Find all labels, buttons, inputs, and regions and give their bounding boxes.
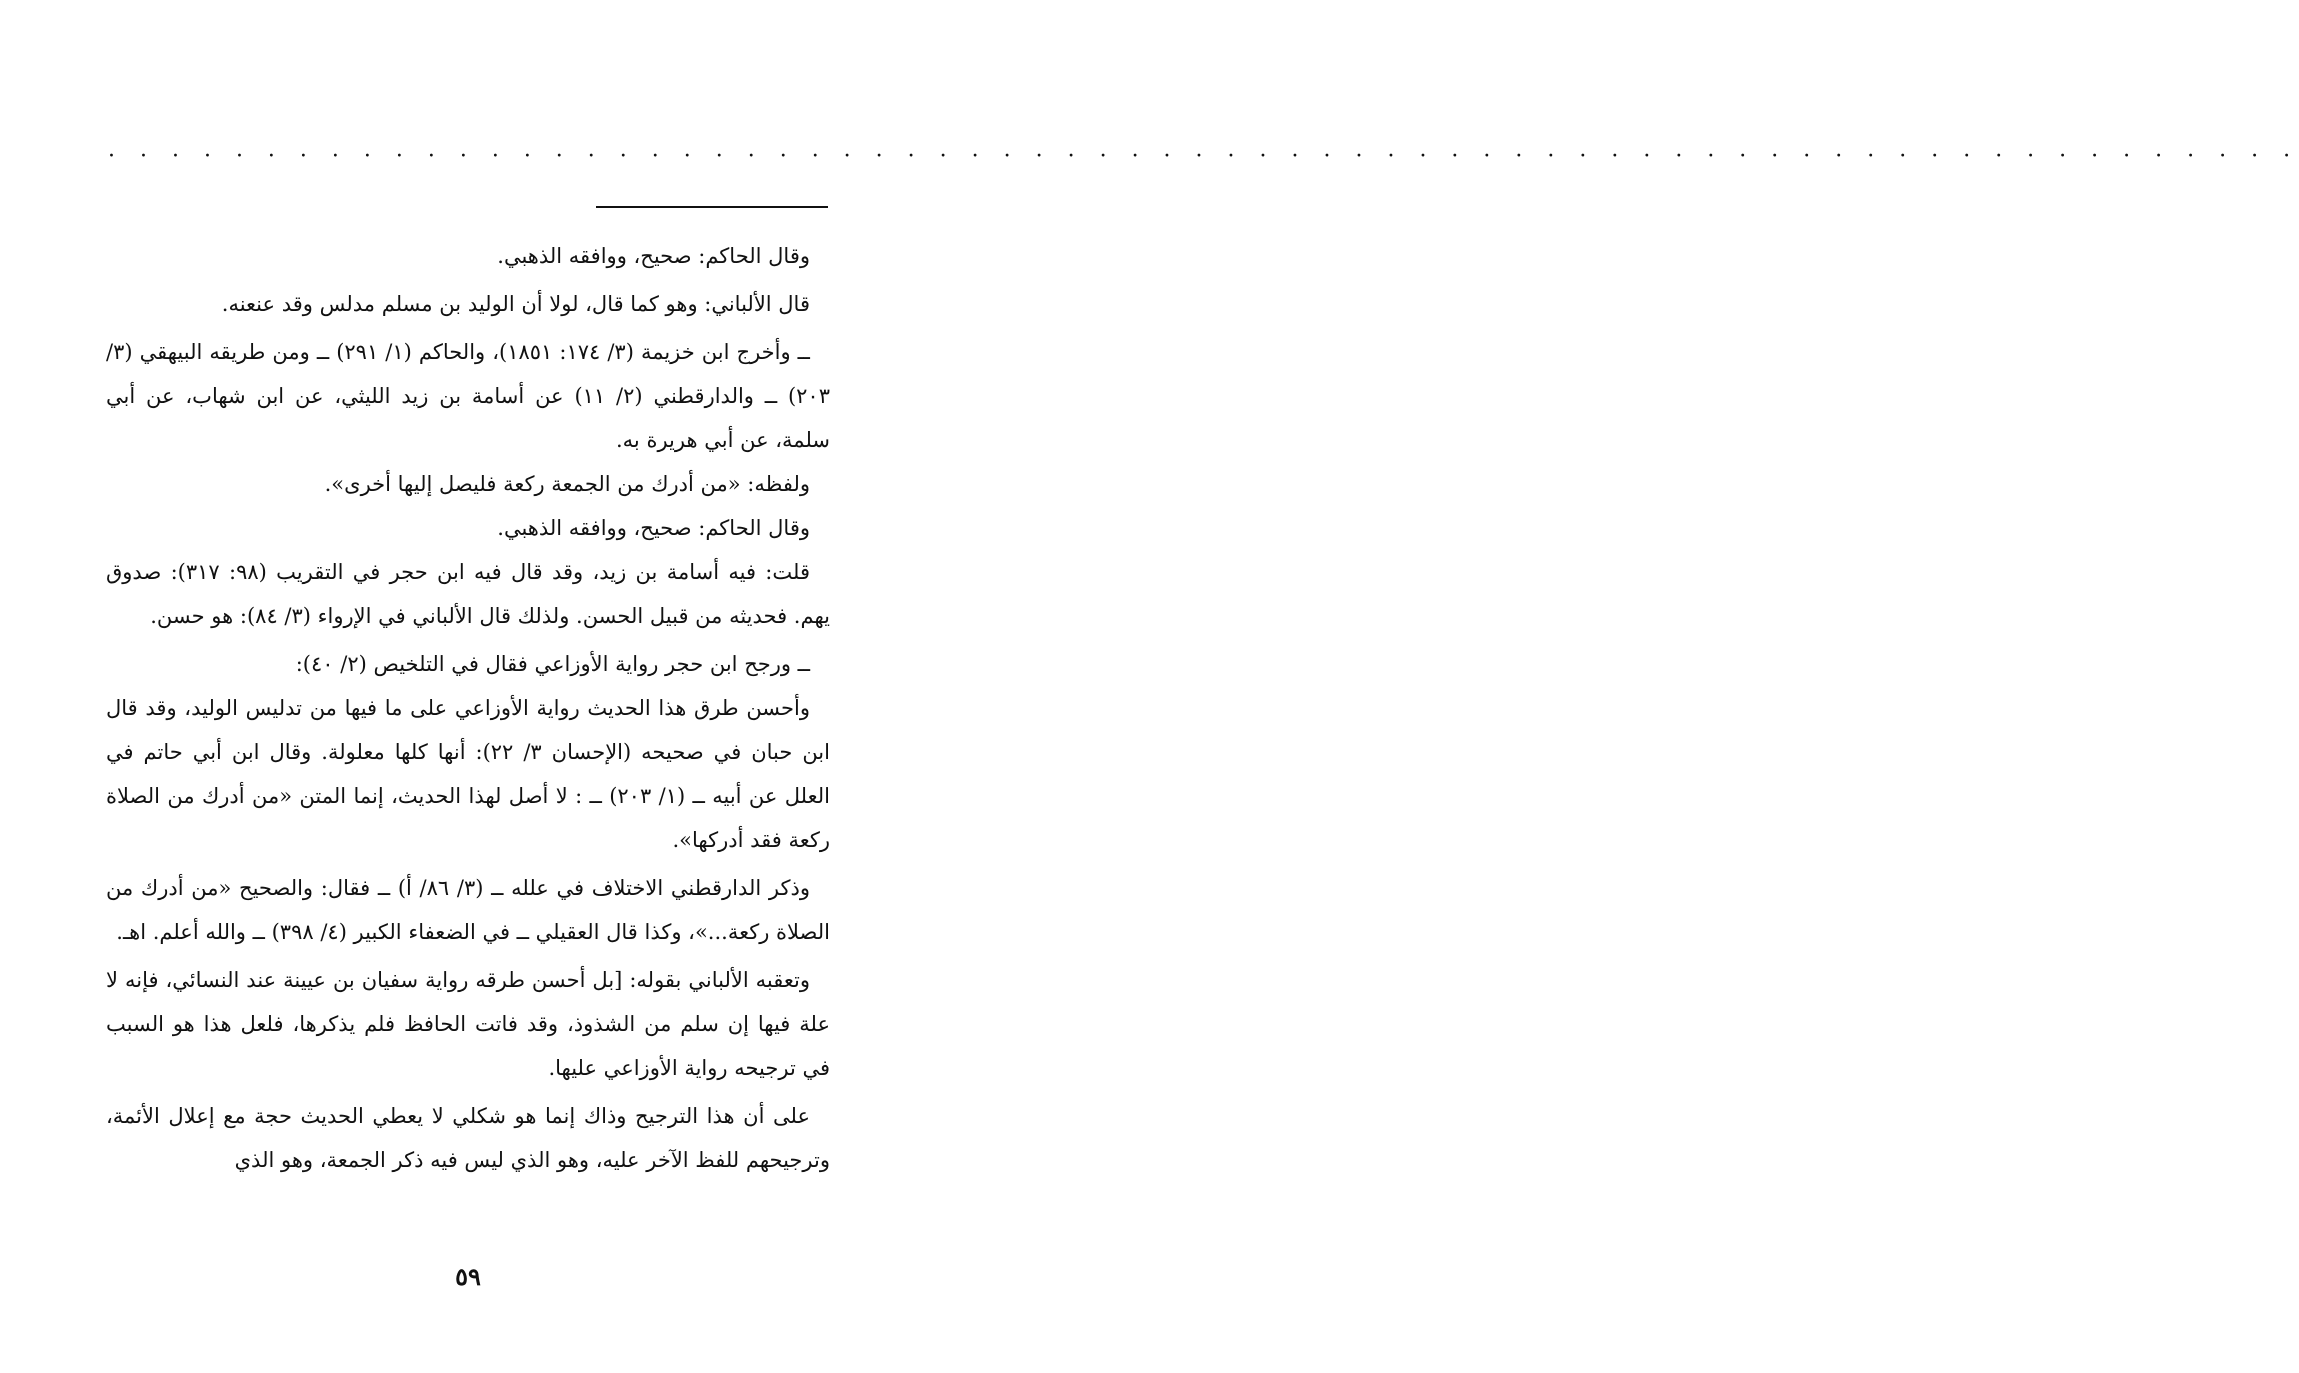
paragraph: وذكر الدارقطني الاختلاف في علله ــ (٣/ ٨٦/ أ) ــ فقال: والصحيح «من أدرك من الصلاة ركعة...»، وكذا قال العقيلي ــ في الضعفاء الكبير (٤/ ٣٩٨) ــ والله أعلم. اهـ. [106,876,830,944]
paragraph: على أن هذا الترجيح وذاك إنما هو شكلي لا يعطي الحديث حجة مع إعلال الأئمة، وترجيحهم للفظ الآخر عليه، وهو الذي ليس فيه ذكر الجمعة، وهو الذي [106,1104,830,1172]
paragraph: وتعقبه الألباني بقوله: [بل أحسن طرقه رواية سفيان بن عيينة عند النسائي، فإنه لا علة فيها إن سلم من الشذوذ، وقد فاتت الحافظ فلم يذكرها، فلعل هذا هو السبب في ترجيحه رواية الأوزاعي عليها. [106,968,830,1080]
paragraph: ــ وأخرج ابن خزيمة (٣/ ١٧٤: ١٨٥١)، والحاكم (١/ ٢٩١) ــ ومن طريقه البيهقي (٣/ ٢٠٣) ــ والدارقطني (٢/ ١١) عن أسامة بن زيد الليثي، عن ابن شهاب، عن أبي سلمة، عن أبي هريرة به. [106,340,830,452]
paragraph: ولفظه: «من أدرك من الجمعة ركعة فليصل إليها أخرى». [324,472,810,496]
paragraph: وقال الحاكم: صحيح، ووافقه الذهبي. [497,244,810,268]
page-number: ٥٩ [455,1262,481,1291]
footnote-rule [596,206,828,208]
paragraph: قلت: فيه أسامة بن زيد، وقد قال فيه ابن حجر في التقريب (٩٨: ٣١٧): صدوق يهم. فحديثه من قبيل الحسن. ولذلك قال الألباني في الإرواء (٣/ ٨٤): هو حسن. [106,560,830,628]
paragraph: قال الألباني: وهو كما قال، لولا أن الوليد بن مسلم مدلس وقد عنعنه. [221,292,810,316]
paragraph: وأحسن طرق هذا الحديث رواية الأوزاعي على ما فيها من تدليس الوليد، وقد قال ابن حبان في صحيحه (الإحسان ٣/ ٢٢): أنها كلها معلولة. وقال ابن أبي حاتم في العلل عن أبيه ــ (١/ ٢٠٣) ــ : لا أصل لهذا الحديث، إنما المتن «من أدرك من الصلاة ركعة فقد أدركها». [106,696,830,852]
dotted-separator: · · · · · · · · · · · · · · · · · · · · · · · · · · · · · · · · · · · · · · · · · · · · · · · · · · · · · · · · · · · · · · · · · · · · · [108,144,2299,169]
paragraph: وقال الحاكم: صحيح، ووافقه الذهبي. [497,516,810,540]
footnote-text-block [106,234,830,1182]
paragraph: ــ ورجح ابن حجر رواية الأوزاعي فقال في التلخيص (٢/ ٤٠): [295,652,810,676]
